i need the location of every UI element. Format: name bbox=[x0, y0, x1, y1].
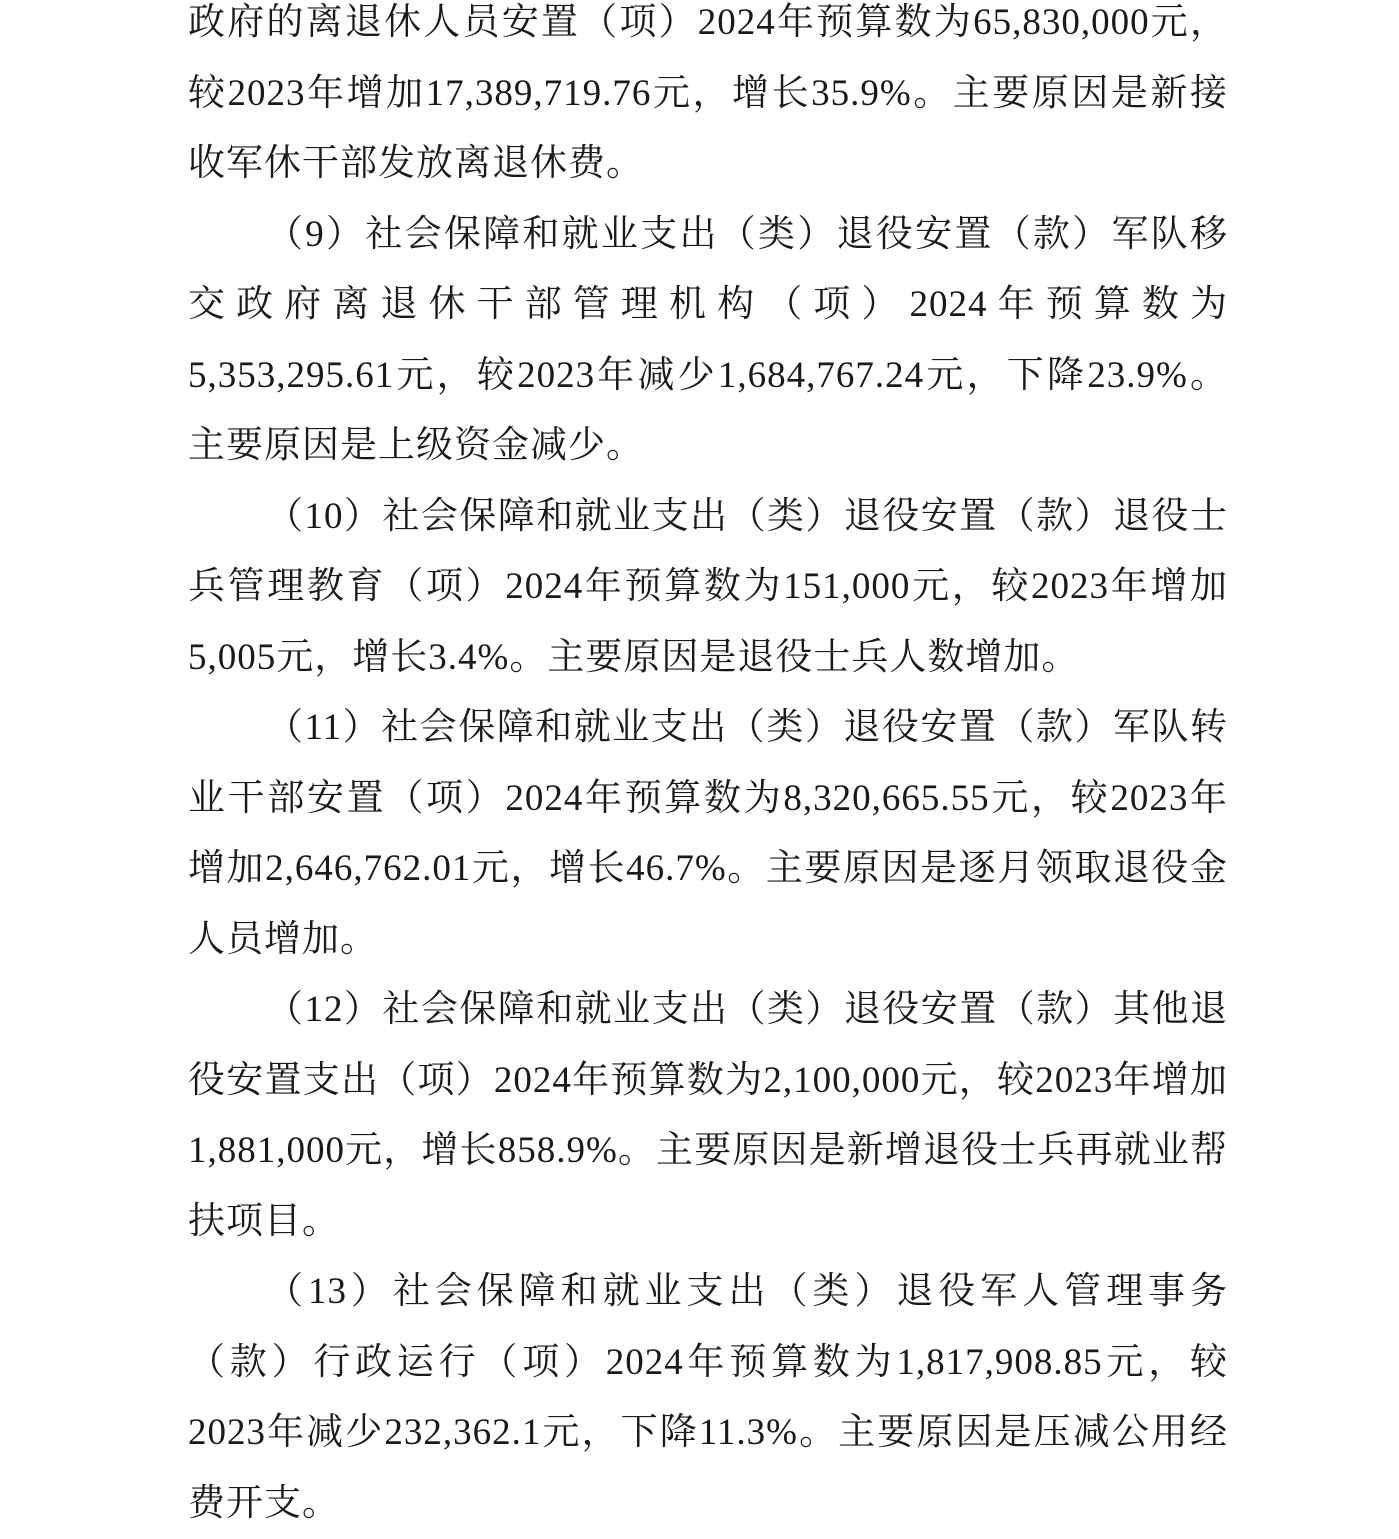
paragraph-12: （12）社会保障和就业支出（类）退役安置（款）其他退役安置支出（项）2024年预算数为2,100,000元，较2023年增加1,881,000元，增长858.9%。主要原因是新增退役士兵再就业帮扶项目。 bbox=[188, 989, 1228, 1242]
paragraph-11: （11）社会保障和就业支出（类）退役安置（款）军队转业干部安置（项）2024年预算数为8,320,665.55元，较2023年增加2,646,762.01元，增长46.7%。主要原因是逐月领取退役金人员增加。 bbox=[188, 707, 1228, 960]
paragraph-8-continued: 政府的离退休人员安置（项）2024年预算数为65,830,000元，较2023年增加17,389,719.76元，增长35.9%。主要原因是新接收军休干部发放离退休费。 bbox=[188, 2, 1228, 184]
paragraph-13: （13）社会保障和就业支出（类）退役军人管理事务（款）行政运行（项）2024年预算数为1,817,908.85元，较2023年减少232,362.1元，下降11.3%。主要原因是压减公用经费开支。 bbox=[188, 1271, 1228, 1524]
paragraph-9: （9）社会保障和就业支出（类）退役安置（款）军队移交政府离退休干部管理机构（项）2024年预算数为5,353,295.61元，较2023年减少1,684,767.24元，下降23.9%。主要原因是上级资金减少。 bbox=[188, 213, 1228, 466]
document-page bbox=[188, 0, 1228, 1539]
paragraph-10: （10）社会保障和就业支出（类）退役安置（款）退役士兵管理教育（项）2024年预算数为151,000元，较2023年增加5,005元，增长3.4%。主要原因是退役士兵人数增加。 bbox=[188, 495, 1228, 678]
